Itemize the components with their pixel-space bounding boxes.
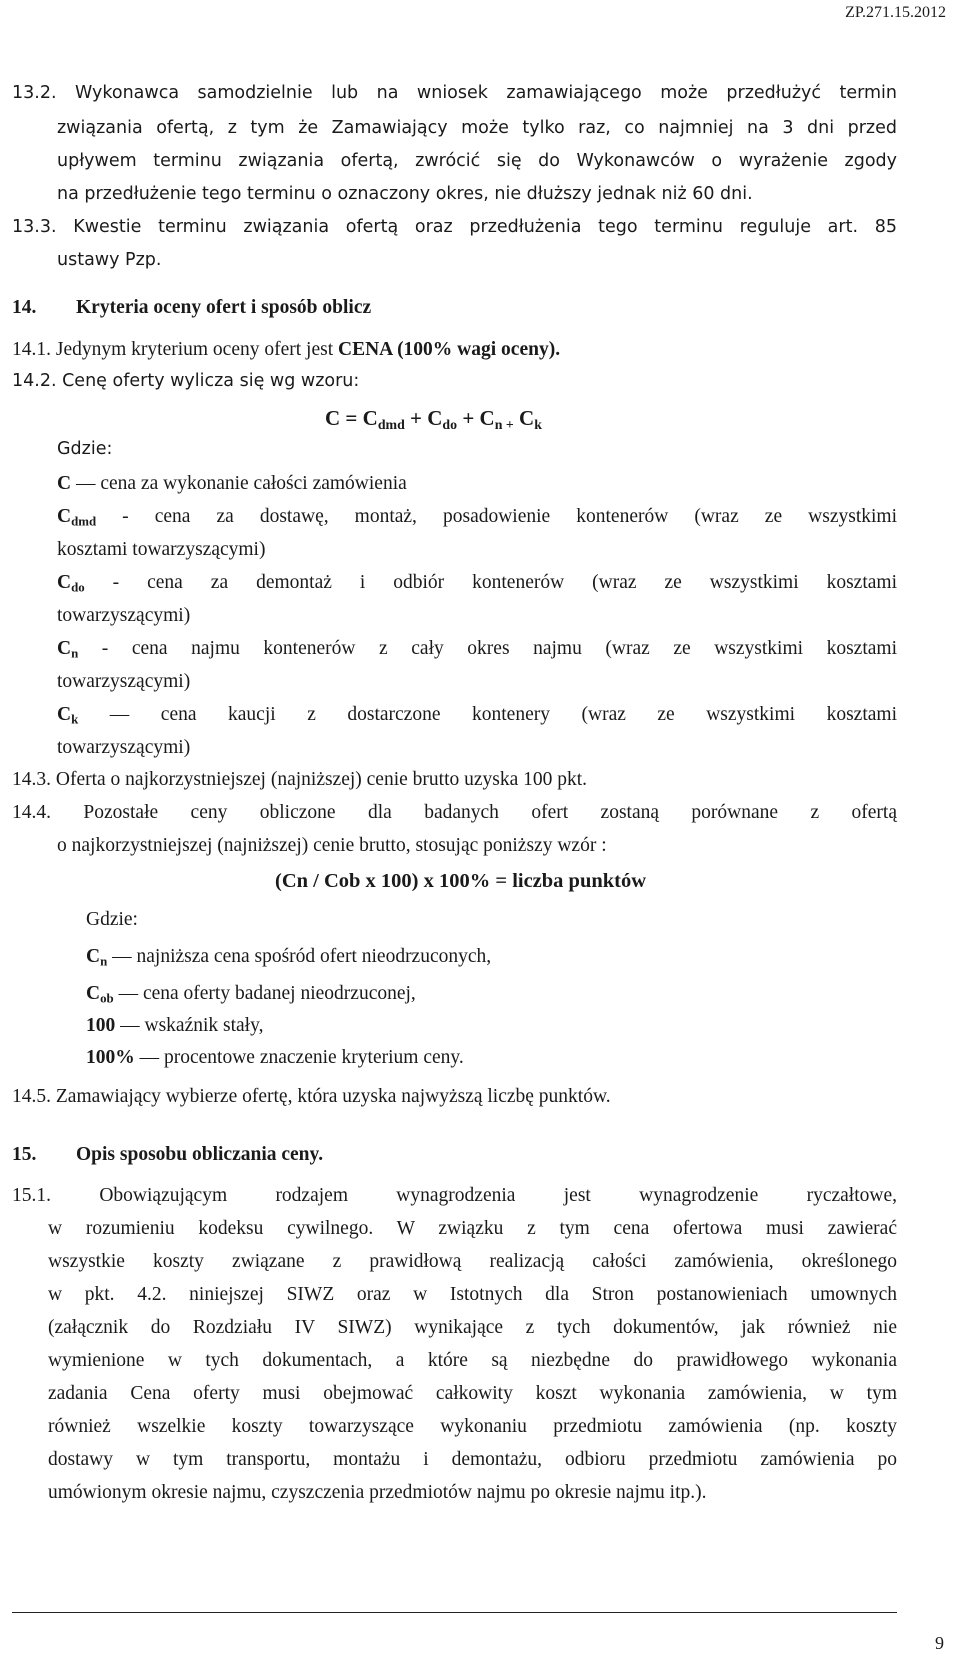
s13-line-3: upływem terminu związania ofertą, zwrócić się do Wykonawców o wyrażenie zgody [57,151,897,171]
s15-line-2: w rozumieniu kodeksu cywilnego. W związku z tym cena ofertowa musi zawierać [48,1218,897,1239]
paragraph-14-4-line-1: 14.4. Pozostałe ceny obliczone dla badanych ofert zostaną porównane z ofertą [12,802,897,823]
document-reference: ZP.271.15.2012 [845,4,946,21]
s13-line-2: związania ofertą, z tym że Zamawiający może tylko raz, co najmniej na 3 dni przed [57,118,897,138]
s15-line-4: w pkt. 4.2. niniejszej SIWZ oraz w Istotnych dla Stron postanowieniach umownych [48,1284,897,1305]
def-c-n: $C_n$ - cena najmu kontenerów z cały okres najmu (wraz ze wszystkimi kosztami [57,638,897,661]
section-14-title: Kryteria oceny ofert i sposób oblicz [76,297,372,318]
paragraph-14-3: 14.3. Oferta o najkorzystniejszej (najniższej) cenie brutto uzyska 100 pkt. [12,769,588,790]
footer-divider [12,1612,897,1613]
price-formula: $C = C_{dmd} + C_{do} + C_n$ $_+$ $C_k$ [325,406,542,432]
s13-line-4: na przedłużenie tego terminu o oznaczony okres, nie dłuższy jednak niż 60 dni. [57,184,753,204]
s15-line-8: również wszelkie koszty towarzyszące wykonaniu przedmiotu zamówienia (np. koszty [48,1416,897,1437]
def-c-do-cont: towarzyszącymi) [57,605,191,626]
s15-line-6: wymienione w tych dokumentach, a które są niezbędne do prawidłowego wykonania [48,1350,897,1371]
def-c-dmd: $C_{dmd}$ - cena za dostawę, montaż, posadowienie kontenerów (wraz ze wszystkimi [57,506,897,529]
section-14-number: 14. [12,297,37,318]
def-c-do: $C_{do}$ - cena za demontaż i odbiór kontenerów (wraz ze wszystkimi kosztami [57,572,897,595]
s15-line-7: zadania Cena oferty musi obejmować całkowity koszt wykonania zamówienia, w tym [48,1383,897,1404]
def-c-k: $C_k$ — cena kaucji z dostarczone kontenery (wraz ze wszystkimi kosztami [57,704,897,727]
where-label-2: Gdzie: [86,909,138,930]
def-examined-price: $C_{ob}$ — cena oferty badanej nieodrzuconej, [86,983,416,1006]
s13-line-6: ustawy Pzp. [57,250,162,270]
s15-line-10: umówionym okresie najmu, czyszczenia przedmiotów najmu po okresie najmu itp.). [48,1482,707,1503]
s15-line-1: 15.1. Obowiązującym rodzajem wynagrodzenia jest wynagrodzenie ryczałtowe, [12,1185,897,1206]
paragraph-14-5: 14.5. Zamawiający wybierze ofertę, która uzyska najwyższą liczbę punktów. [12,1086,611,1107]
s15-line-3: wszystkie koszty związane z prawidłową realizacją całości zamówienia, określonego [48,1251,897,1272]
def-percentage: 100% — procentowe znaczenie kryterium ceny. [86,1047,464,1068]
def-c-k-cont: towarzyszącymi) [57,737,191,758]
s15-line-5: (załącznik do Rozdziału IV SIWZ) wynikające z tych dokumentów, jak również nie [48,1317,897,1338]
page-number: 9 [935,1633,944,1653]
def-c-n-cont: towarzyszącymi) [57,671,191,692]
section-15-number: 15. [12,1144,37,1165]
paragraph-14-1: 14.1. Jedynym kryterium oceny ofert jest CENA (100% wagi oceny). [12,339,561,360]
points-formula: (Cn / Cob x 100) x 100% = liczba punktów [275,870,647,892]
paragraph-14-2: 14.2. Cenę oferty wylicza się wg wzoru: [12,371,360,391]
where-label: Gdzie: [57,439,113,459]
section-15-title: Opis sposobu obliczania ceny. [76,1144,324,1165]
s13-line-1: 13.2. Wykonawca samodzielnie lub na wniosek zamawiającego może przedłużyć termin [12,83,897,103]
def-lowest-price: $C_n$ — najniższa cena spośród ofert nieodrzuconych, [86,946,492,969]
def-constant: 100 — wskaźnik stały, [86,1015,264,1036]
s13-line-5: 13.3. Kwestie terminu związania ofertą oraz przedłużenia tego terminu reguluje art. 85 [12,217,897,237]
paragraph-14-4-line-2: o najkorzystniejszej (najniższej) cenie brutto, stosując poniższy wzór : [57,835,607,856]
def-c: C — cena za wykonanie całości zamówienia [57,473,407,494]
s15-line-9: dostawy w tym transportu, montażu i demontażu, odbioru przedmiotu zamówienia po [48,1449,897,1470]
criterion-cena: CENA (100% wagi oceny). [338,339,561,360]
def-c-dmd-cont: kosztami towarzyszącymi) [57,539,266,560]
